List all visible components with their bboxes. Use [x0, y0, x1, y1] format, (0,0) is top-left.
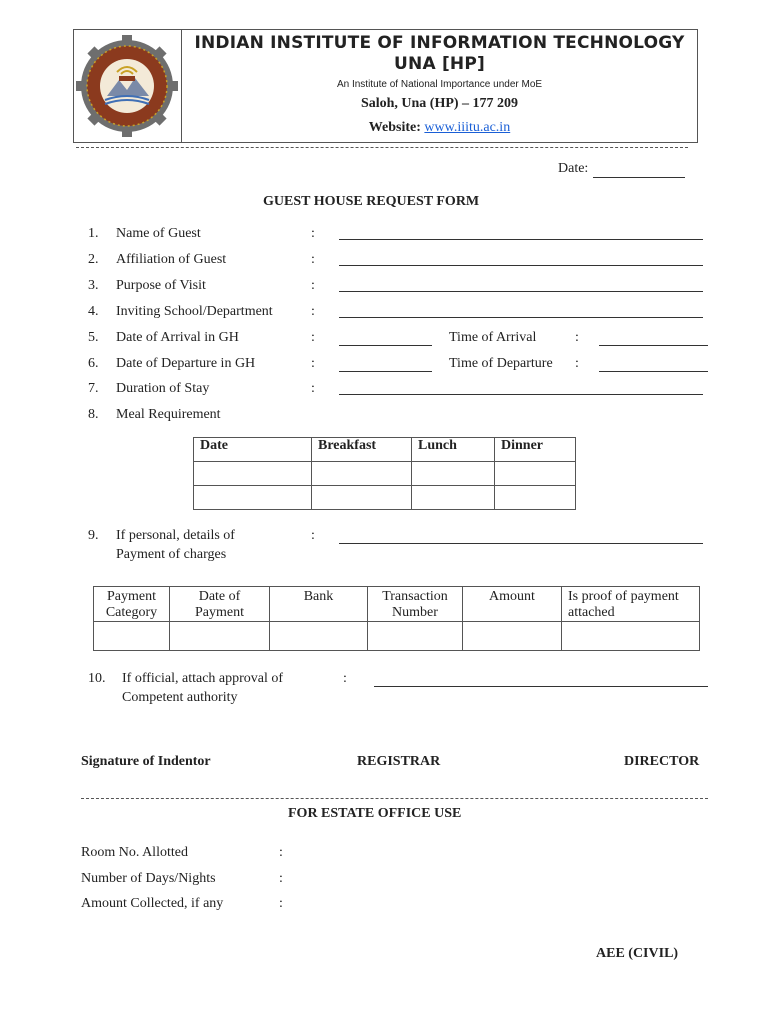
field-4-line[interactable] — [339, 317, 703, 318]
field-2-number: 2. — [88, 252, 99, 267]
field-2-colon: : — [311, 252, 315, 267]
field-9-label-line2: Payment of charges — [116, 547, 227, 562]
date-label: Date: — [558, 161, 589, 176]
meal-col-dinner: Dinner — [495, 438, 576, 462]
estate-row-colon: : — [279, 845, 283, 860]
field-6-number: 6. — [88, 356, 99, 371]
payment-col-proof: Is proof of payment attached — [562, 587, 700, 622]
meal-cell[interactable] — [495, 486, 576, 510]
payment-cell[interactable] — [562, 622, 700, 651]
meal-col-date: Date — [194, 438, 312, 462]
meal-cell[interactable] — [194, 462, 312, 486]
field-7-label: Duration of Stay — [116, 381, 210, 396]
field-3-number: 3. — [88, 278, 99, 293]
field-7-number: 7. — [88, 381, 99, 396]
meal-cell[interactable] — [495, 462, 576, 486]
meal-cell[interactable] — [312, 486, 412, 510]
meal-cell[interactable] — [412, 462, 495, 486]
field-6-colon: : — [311, 356, 315, 371]
field-6-date-line[interactable] — [339, 371, 432, 372]
field-5-time-line[interactable] — [599, 345, 708, 346]
payment-cell[interactable] — [368, 622, 463, 651]
meal-header-row — [194, 438, 576, 462]
estate-title: FOR ESTATE OFFICE USE — [288, 806, 462, 821]
estate-row-colon: : — [279, 896, 283, 911]
field-5-colon: : — [311, 330, 315, 345]
logo-cell — [74, 30, 182, 142]
field-10-label-line1: If official, attach approval of — [122, 671, 284, 686]
field-6-label: Date of Departure in GH — [116, 356, 256, 371]
estate-divider — [81, 798, 708, 799]
field-5-label: Date of Arrival in GH — [116, 330, 239, 345]
field-1-colon: : — [311, 226, 315, 241]
field-10-colon: : — [343, 671, 347, 686]
payment-cell[interactable] — [463, 622, 562, 651]
website-link[interactable]: www.iiitu.ac.in — [424, 120, 511, 135]
meal-cell[interactable] — [312, 462, 412, 486]
field-5-time-colon: : — [575, 330, 579, 345]
field-1-label: Name of Guest — [116, 226, 201, 241]
field-1-line[interactable] — [339, 239, 703, 240]
meal-col-breakfast: Breakfast — [312, 438, 412, 462]
field-4-colon: : — [311, 304, 315, 319]
institute-name-line2: UNA [HP] — [394, 54, 485, 74]
institute-website — [182, 120, 697, 136]
institute-address: Saloh, Una (HP) – 177 209 — [360, 96, 519, 111]
institute-subtitle: An Institute of National Importance under MoE — [336, 79, 543, 90]
payment-cell[interactable] — [270, 622, 368, 651]
payment-cell[interactable] — [94, 622, 170, 651]
field-3-line[interactable] — [339, 291, 703, 292]
field-10-line[interactable] — [374, 686, 708, 687]
payment-table — [93, 586, 700, 651]
payment-cell[interactable] — [170, 622, 270, 651]
institute-logo-icon — [74, 30, 181, 142]
field-7-line[interactable] — [339, 394, 703, 395]
header-text — [182, 30, 697, 136]
field-9-line[interactable] — [339, 543, 703, 544]
field-1-number: 1. — [88, 226, 99, 241]
field-6-time-line[interactable] — [599, 371, 708, 372]
payment-col-bank: Bank — [270, 587, 368, 622]
payment-col-date: Date of Payment — [170, 587, 270, 622]
estate-row-label: Number of Days/Nights — [81, 871, 216, 886]
field-3-colon: : — [311, 278, 315, 293]
form-title: GUEST HOUSE REQUEST FORM — [263, 194, 480, 209]
field-2-label: Affiliation of Guest — [116, 252, 227, 267]
field-4-number: 4. — [88, 304, 99, 319]
estate-row-label: Amount Collected, if any — [81, 896, 224, 911]
field-8-label: Meal Requirement — [116, 407, 221, 422]
institute-name — [182, 33, 697, 75]
field-7-colon: : — [311, 381, 315, 396]
header-divider — [76, 147, 688, 148]
payment-header-row — [94, 587, 700, 622]
field-10-label-line2: Competent authority — [122, 690, 238, 705]
payment-col-transaction: Transaction Number — [368, 587, 463, 622]
meal-table — [193, 437, 576, 510]
field-9-colon: : — [311, 528, 315, 543]
meal-col-lunch: Lunch — [412, 438, 495, 462]
table-row — [194, 462, 576, 486]
field-3-label: Purpose of Visit — [116, 278, 206, 293]
field-5-date-line[interactable] — [339, 345, 432, 346]
field-5-time-label: Time of Arrival — [449, 330, 537, 345]
meal-cell[interactable] — [412, 486, 495, 510]
field-6-time-colon: : — [575, 356, 579, 371]
signature-registrar: REGISTRAR — [357, 754, 441, 769]
table-row — [194, 486, 576, 510]
field-9-label-line1: If personal, details of — [116, 528, 235, 543]
payment-col-amount: Amount — [463, 587, 562, 622]
signature-indentor: Signature of Indentor — [81, 754, 211, 769]
payment-col-category: Payment Category — [94, 587, 170, 622]
header-box — [73, 29, 698, 143]
estate-footer: AEE (CIVIL) — [596, 946, 679, 961]
website-label: Website: — [368, 120, 421, 135]
table-row — [94, 622, 700, 651]
field-8-number: 8. — [88, 407, 99, 422]
estate-row-colon: : — [279, 871, 283, 886]
field-4-label: Inviting School/Department — [116, 304, 273, 319]
field-9-number: 9. — [88, 528, 99, 543]
institute-name-line1: INDIAN INSTITUTE OF INFORMATION TECHNOLOGY — [194, 33, 685, 53]
field-2-line[interactable] — [339, 265, 703, 266]
signature-director: DIRECTOR — [624, 754, 700, 769]
date-line[interactable] — [593, 177, 685, 178]
field-5-number: 5. — [88, 330, 99, 345]
field-6-time-label: Time of Departure — [449, 356, 553, 371]
field-10-number: 10. — [88, 671, 106, 686]
meal-cell[interactable] — [194, 486, 312, 510]
estate-row-label: Room No. Allotted — [81, 845, 188, 860]
